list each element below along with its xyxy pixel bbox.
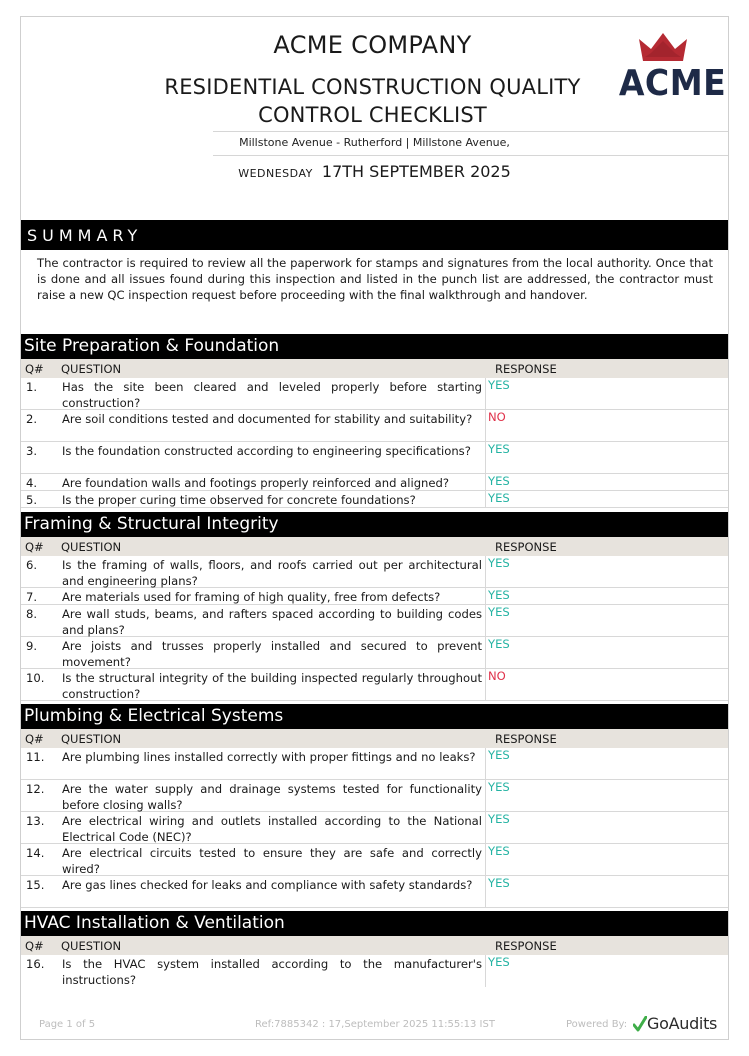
question-number: 6. xyxy=(26,558,38,572)
response-value: YES xyxy=(488,378,510,392)
report-header xyxy=(21,17,728,181)
table-row xyxy=(21,748,728,780)
section-title: HVAC Installation & Ventilation xyxy=(21,911,728,936)
question-number: 8. xyxy=(26,607,38,621)
response-value: YES xyxy=(488,605,510,619)
section-title: Plumbing & Electrical Systems xyxy=(21,704,728,729)
question-text: Is the proper curing time observed for concrete foundations? xyxy=(62,493,416,507)
column-header xyxy=(21,729,728,748)
table-row xyxy=(21,637,728,669)
table-row xyxy=(21,812,728,844)
response-value: YES xyxy=(488,491,510,505)
col-num: Q# xyxy=(25,732,44,746)
crown-icon xyxy=(615,31,711,65)
report-title-line2: CONTROL CHECKLIST xyxy=(258,103,487,127)
col-question: QUESTION xyxy=(61,939,122,953)
question-number: 11. xyxy=(26,750,45,764)
table-row xyxy=(21,378,728,410)
table-row xyxy=(21,955,728,987)
question-text: Are plumbing lines installed correctly with proper fittings and no leaks? xyxy=(62,750,476,764)
response-value: YES xyxy=(488,844,510,858)
question-number: 16. xyxy=(26,957,45,971)
question-text: Is the structural integrity of the building inspected regularly throughout construction? xyxy=(62,671,482,701)
table-row xyxy=(21,491,728,508)
table-row xyxy=(21,780,728,812)
powered-by-label: Powered By: xyxy=(566,1019,628,1030)
response-value: YES xyxy=(488,812,510,826)
response-value: NO xyxy=(488,669,506,683)
table-row xyxy=(21,605,728,637)
col-question: QUESTION xyxy=(61,732,122,746)
col-response: RESPONSE xyxy=(495,540,557,554)
question-text: Are joists and trusses properly installed and secured to prevent movement? xyxy=(62,639,482,669)
col-response: RESPONSE xyxy=(495,732,557,746)
table-row xyxy=(21,876,728,908)
summary-heading: SUMMARY xyxy=(21,220,728,250)
table-row xyxy=(21,442,728,474)
question-number: 14. xyxy=(26,846,45,860)
divider xyxy=(213,131,728,132)
response-value: YES xyxy=(488,474,510,488)
table-row xyxy=(21,474,728,491)
goaudits-logo: GoAudits xyxy=(647,1014,718,1033)
response-value: YES xyxy=(488,588,510,602)
question-text: Are materials used for framing of high quality, free from defects? xyxy=(62,590,441,604)
table-row xyxy=(21,556,728,588)
checkmark-icon xyxy=(633,1016,647,1032)
site-address: Millstone Avenue - Rutherford | Millstone Avenue, xyxy=(239,136,510,149)
col-response: RESPONSE xyxy=(495,362,557,376)
col-num: Q# xyxy=(25,540,44,554)
question-text: Is the foundation constructed according to engineering specifications? xyxy=(62,444,471,458)
question-text: Are gas lines checked for leaks and compliance with safety standards? xyxy=(62,878,473,892)
section-title: Framing & Structural Integrity xyxy=(21,512,728,537)
column-header xyxy=(21,936,728,955)
section-site-preparation xyxy=(21,334,728,508)
section-framing xyxy=(21,512,728,701)
column-header xyxy=(21,537,728,556)
question-number: 3. xyxy=(26,444,38,458)
date-value: 17TH SEPTEMBER 2025 xyxy=(321,162,511,181)
col-question: QUESTION xyxy=(61,362,122,376)
question-number: 13. xyxy=(26,814,45,828)
section-hvac xyxy=(21,911,728,987)
inspection-date xyxy=(21,162,728,181)
table-row xyxy=(21,669,728,701)
question-text: Is the framing of walls, floors, and roofs carried out per architectural and engineering plans? xyxy=(62,558,482,588)
question-text: Are foundation walls and footings properly reinforced and aligned? xyxy=(62,476,450,490)
table-row xyxy=(21,844,728,876)
report-reference: Ref:7885342 : 17,September 2025 11:55:13 IST xyxy=(255,1019,495,1030)
question-text: Are the water supply and drainage systems tested for functionality before closing walls? xyxy=(62,782,482,812)
question-number: 4. xyxy=(26,476,38,490)
response-value: YES xyxy=(488,748,510,762)
report-title-line1: RESIDENTIAL CONSTRUCTION QUALITY xyxy=(164,75,581,99)
question-text: Are soil conditions tested and documented for stability and suitability? xyxy=(62,412,473,426)
question-text: Are electrical circuits tested to ensure they are safe and correctly wired? xyxy=(62,846,482,876)
question-number: 2. xyxy=(26,412,38,426)
response-value: NO xyxy=(488,410,506,424)
question-text: Has the site been cleared and leveled properly before starting construction? xyxy=(62,380,482,410)
question-number: 1. xyxy=(26,380,38,394)
section-plumbing-electrical xyxy=(21,704,728,908)
company-name: ACME COMPANY xyxy=(273,31,472,59)
question-number: 12. xyxy=(26,782,45,796)
question-text: Are wall studs, beams, and rafters spaced according to building codes and plans? xyxy=(62,607,482,637)
response-value: YES xyxy=(488,556,510,570)
response-value: YES xyxy=(488,637,510,651)
divider xyxy=(213,155,728,156)
question-number: 9. xyxy=(26,639,38,653)
response-value: YES xyxy=(488,955,510,969)
col-question: QUESTION xyxy=(61,540,122,554)
table-row xyxy=(21,588,728,605)
logo-wordmark: ACME xyxy=(618,63,727,104)
col-num: Q# xyxy=(25,362,44,376)
company-logo xyxy=(615,31,727,109)
question-number: 7. xyxy=(26,590,38,604)
question-text: Are electrical wiring and outlets installed according to the National Electrical Code (NEC)? xyxy=(62,814,482,844)
summary-text: The contractor is required to review all the paperwork for stamps and signatures from the local authority. Once that is done and all issues found during this inspection and listed in the punch list are addressed, the contractor must raise a new QC inspection request before proceeding with the final walkthrough and handover. xyxy=(37,256,713,302)
question-number: 5. xyxy=(26,493,38,507)
section-title: Site Preparation & Foundation xyxy=(21,334,728,359)
page-footer xyxy=(21,1013,728,1037)
col-response: RESPONSE xyxy=(495,939,557,953)
question-number: 10. xyxy=(26,671,45,685)
report-page xyxy=(20,16,729,1040)
day-of-week: WEDNESDAY xyxy=(238,167,313,180)
response-value: YES xyxy=(488,442,510,456)
response-value: YES xyxy=(488,876,510,890)
question-text: Is the HVAC system installed according to the manufacturer's instructions? xyxy=(62,957,482,987)
page-number: Page 1 of 5 xyxy=(39,1019,96,1030)
table-row xyxy=(21,410,728,442)
response-value: YES xyxy=(488,780,510,794)
column-header xyxy=(21,359,728,378)
question-number: 15. xyxy=(26,878,45,892)
col-num: Q# xyxy=(25,939,44,953)
